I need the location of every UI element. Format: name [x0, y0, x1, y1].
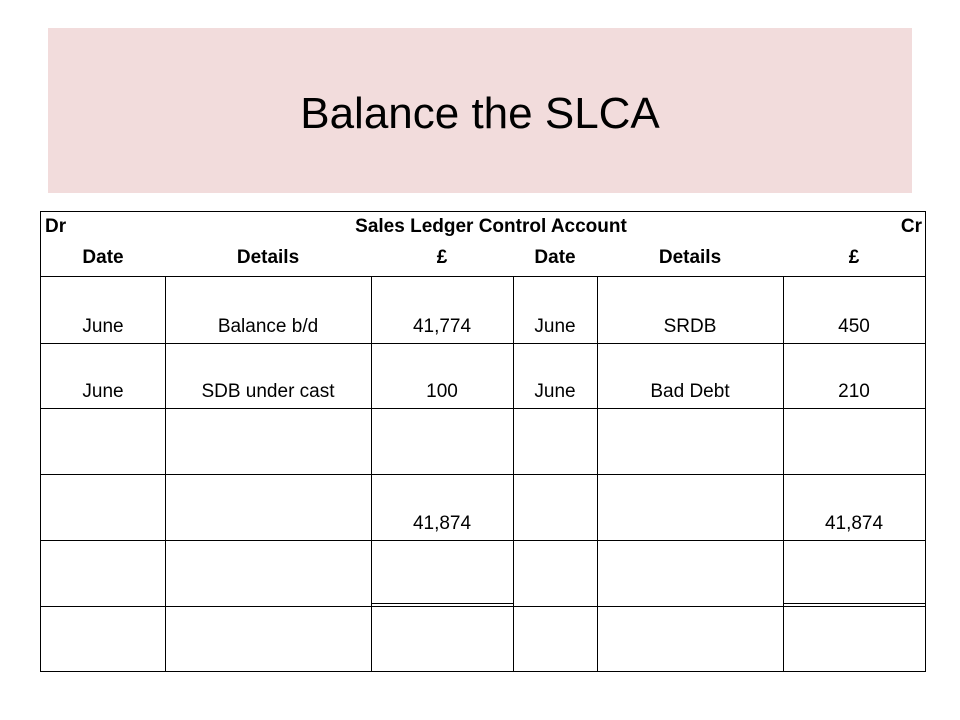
cell-details: Balance b/d	[217, 316, 319, 337]
row-divider	[41, 343, 925, 344]
col-header-details-dr: Details	[236, 247, 300, 268]
credit-label: Cr	[900, 216, 922, 237]
cell-date: June	[534, 381, 576, 402]
debit-label: Dr	[45, 216, 67, 237]
col-header-amount-dr: £	[436, 247, 448, 268]
cell-date: June	[82, 381, 124, 402]
cell-total-cr: 41,874	[824, 513, 884, 534]
cell-amount: 100	[426, 381, 458, 402]
cell-details: SRDB	[663, 316, 717, 337]
row-divider	[41, 606, 925, 607]
title-banner	[48, 28, 912, 193]
cell-total-dr: 41,874	[412, 513, 472, 534]
cell-amount: 450	[838, 316, 870, 337]
col-header-date-cr: Date	[534, 247, 576, 268]
total-underline-cr	[783, 603, 925, 604]
cell-details: SDB under cast	[201, 381, 335, 402]
cell-amount: 41,774	[412, 316, 472, 337]
slide-title: Balance the SLCA	[300, 88, 660, 138]
row-divider	[41, 540, 925, 541]
col-header-date-dr: Date	[82, 247, 124, 268]
total-underline-dr	[371, 603, 513, 604]
row-divider	[41, 408, 925, 409]
cell-amount: 210	[838, 381, 870, 402]
ledger-table	[40, 211, 926, 672]
cell-details: Bad Debt	[650, 381, 730, 402]
row-divider	[41, 474, 925, 475]
col-header-amount-cr: £	[848, 247, 860, 268]
account-name: Sales Ledger Control Account	[355, 216, 627, 237]
header-divider	[41, 276, 925, 277]
cell-date: June	[82, 316, 124, 337]
col-header-details-cr: Details	[658, 247, 722, 268]
cell-date: June	[534, 316, 576, 337]
